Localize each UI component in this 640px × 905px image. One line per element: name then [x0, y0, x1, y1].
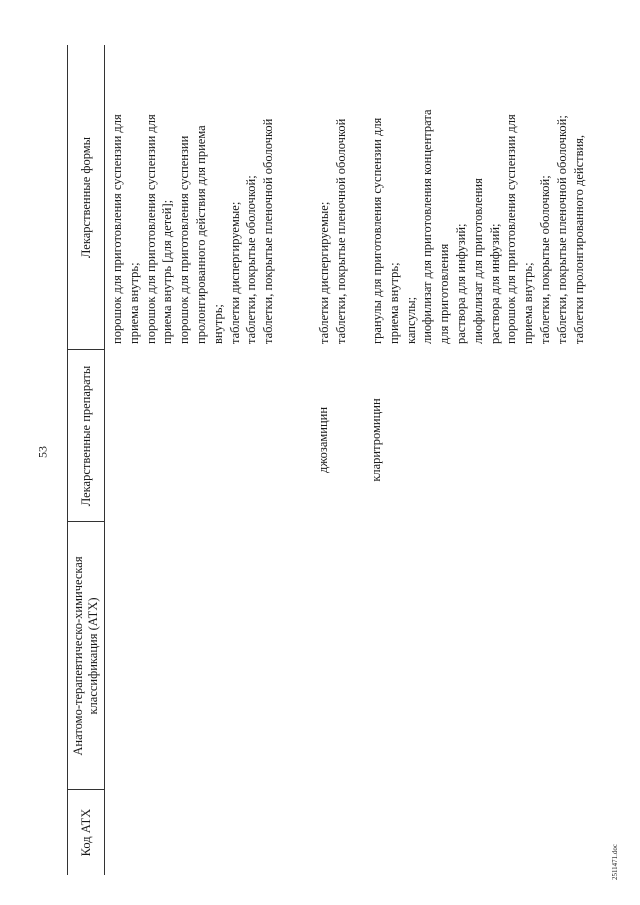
table-header: [67, 45, 105, 875]
form-item: приема внутрь;: [126, 262, 141, 344]
form-item: гранулы для приготовления суспензии для: [370, 117, 384, 344]
form-item: капсулы;: [403, 296, 418, 344]
form-item: порошок для приготовления суспензии для: [143, 114, 158, 344]
form-item: раствора для инфузий;: [487, 223, 502, 344]
form-item: порошок для приготовления суспензии: [177, 135, 192, 344]
form-item: пролонгированного действия для приема: [193, 125, 208, 344]
page-number: 53: [35, 446, 50, 458]
form-item: таблетки диспергируемые;: [317, 201, 331, 344]
form-item: для приготовления: [437, 243, 452, 344]
form-item: порошок для приготовления суспензии для: [110, 114, 124, 344]
form-item: таблетки, покрытые оболочкой;: [244, 175, 259, 344]
form-item: лиофилизат для приготовления: [470, 178, 485, 344]
form-item: лиофилизат для приготовления концентрата: [420, 109, 435, 344]
form-item: таблетки диспергируемые;: [227, 201, 242, 344]
form-item: приема внутрь;: [521, 262, 536, 344]
header-forms: Лекарственные формы: [78, 136, 93, 259]
form-item: таблетки пролонгированного действия,: [571, 134, 586, 344]
header-classification: Анатомо-терапевтическо-химическая классификация (АТХ): [71, 556, 100, 756]
form-item: приема внутрь [для детей];: [160, 199, 175, 344]
drug-name: джозамицин: [316, 406, 330, 474]
footer-doc-code: 2511471.doc: [611, 843, 619, 881]
form-item: таблетки, покрытые пленочной оболочкой: [333, 118, 348, 344]
form-item: порошок для приготовления суспензии для: [504, 114, 519, 344]
form-item: таблетки, покрытые оболочкой;: [537, 175, 552, 344]
header-code: Код АТХ: [78, 808, 93, 857]
form-item: раствора для инфузий;: [453, 223, 468, 344]
form-item: таблетки, покрытые пленочной оболочкой;: [554, 115, 569, 344]
forms-list: [316, 45, 350, 350]
forms-list: [369, 45, 587, 350]
form-item: внутрь;: [210, 304, 225, 344]
header-drugs: Лекарственные препараты: [78, 365, 93, 507]
drug-table: [67, 45, 592, 875]
forms-list: [109, 45, 277, 350]
form-item: приема внутрь;: [386, 262, 401, 344]
form-item: таблетки, покрытые пленочной оболочкой: [261, 118, 276, 344]
drug-name: кларитромицин: [369, 398, 383, 482]
